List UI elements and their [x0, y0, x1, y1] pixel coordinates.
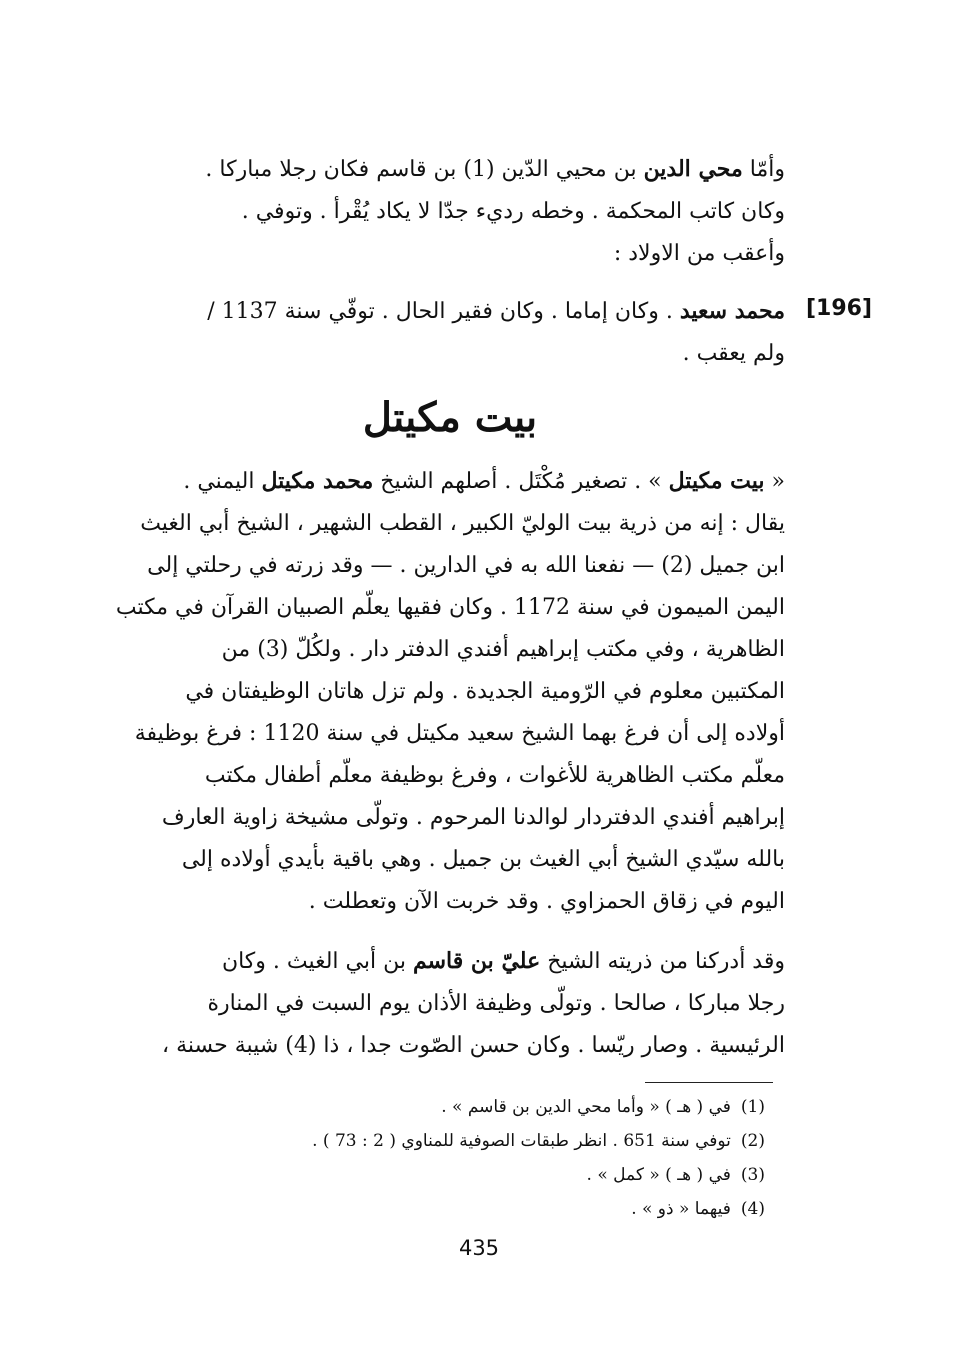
footnote [150, 1192, 765, 1226]
text-line: اليوم في زقاق الحمزاوي . وقد خربت الآن وتعطلت . [308, 889, 785, 914]
paragraph-bayt-mukaytil [105, 460, 785, 923]
text-line: بالله سيّدي الشيخ أبي الغيث بن جميل . وهي باقية بأيدي أولاده إلى [181, 847, 785, 872]
entry-muhammad-said [105, 290, 785, 375]
footnote [150, 1158, 765, 1192]
paragraph-ali-bin-qasim [105, 940, 785, 1067]
text-run: « [764, 469, 785, 494]
text-line: الرئيسية . وصار ريّسا . وكان حسن الصّوت جدا ، ذا (4) شيبة حسنة ، [162, 1033, 785, 1058]
footnote [150, 1090, 765, 1124]
footnote-divider [645, 1082, 773, 1083]
text-line: وكان كاتب المحكمة . وخطه رديء جدّا لا يكاد يُقْرأ . وتوفي . [241, 199, 785, 224]
bold-name: محمد سعيد [679, 298, 785, 324]
text-line: إبراهيم أفندي الدفتردار لوالدنا المرحوم . وتولّى مشيخة زاوية العارف [161, 805, 785, 830]
text-run: » . تصغير مُكْتَل . أصلهم الشيخ [373, 469, 669, 494]
text-run: وأمّا [742, 157, 785, 182]
text-line: اليمن الميمون في سنة 1172 . وكان فقيها يعلّم الصبيان القرآن في مكتب [115, 595, 785, 620]
footnote-number: (3) [740, 1165, 765, 1185]
footnote-number: (2) [740, 1131, 765, 1151]
text-run: . وكان إماما . وكان فقير الحال . توفّي سنة 1137 / [207, 299, 680, 324]
text-line [105, 148, 785, 191]
footnote-text: توفي سنة 651 . انظر طبقات الصوفية للمناوي ( 2 : 73 ) . [312, 1131, 731, 1151]
text-line: رجلا مباركا ، صالحا . وتولّى وظيفة الأذان يوم السبت في المنارة [207, 991, 785, 1016]
footnote [150, 1124, 765, 1158]
footnote-text: في ( هـ ) « وأما محي الدين بن قاسم » . [441, 1097, 731, 1117]
footnote-number: (4) [740, 1199, 765, 1219]
text-line: المكتبين معلوم في الرّومية الجديدة . ولم تزل هاتان الوظيفتان في [185, 679, 785, 704]
text-run: وقد أدركنا من ذريته الشيخ [540, 949, 785, 974]
text-run: اليمني . [183, 469, 262, 494]
text-line: يقال : إنه من ذرية بيت الوليّ الكبير ، القطب الشهير ، الشيخ أبي الغيث [140, 511, 785, 536]
text-line [105, 290, 785, 333]
text-line: ابن جميل (2) — نفعنا الله به في الدارين . — وقد زرته في رحلتي إلى [147, 553, 785, 578]
bold-name: عليّ بن قاسم [412, 948, 541, 974]
page-number: 435 [458, 1236, 500, 1260]
footnote-number: (1) [740, 1097, 765, 1117]
text-line [105, 940, 785, 983]
text-line [105, 460, 785, 503]
footnotes [150, 1090, 765, 1226]
bold-name: محمد مكيتل [261, 468, 374, 494]
paragraph-muhyi-al-din [105, 148, 785, 275]
section-heading: بيت مكيتل [362, 394, 538, 441]
text-run: بن محيي الدّين (1) بن قاسم فكان رجلا مباركا . [205, 157, 644, 182]
bold-name: محي الدين [643, 156, 743, 182]
text-line: الظاهرية ، وفي مكتب إبراهيم أفندي الدفتر دار . ولكُلّ (3) من [221, 637, 785, 662]
text-line: وأعقب من الاولاد : [613, 241, 785, 266]
footnote-text: في ( هـ ) « كمل » . [586, 1165, 731, 1185]
text-line: معلّم مكتب الظاهرية للأغوات ، وفرغ بوظيفة معلّم أطفال مكتب [204, 763, 785, 788]
text-line: أولاده إلى أن فرغ بهما الشيخ سعيد مكيتل في سنة 1120 : فرغ بوظيفة [134, 721, 785, 746]
bold-name: بيت مكيتل [668, 468, 765, 494]
entry-number: [196] [806, 296, 873, 321]
footnote-text: فيهما « ذو » . [631, 1199, 731, 1219]
text-line: ولم يعقب . [682, 341, 785, 366]
text-run: بن أبي الغيث . وكان [221, 949, 413, 974]
